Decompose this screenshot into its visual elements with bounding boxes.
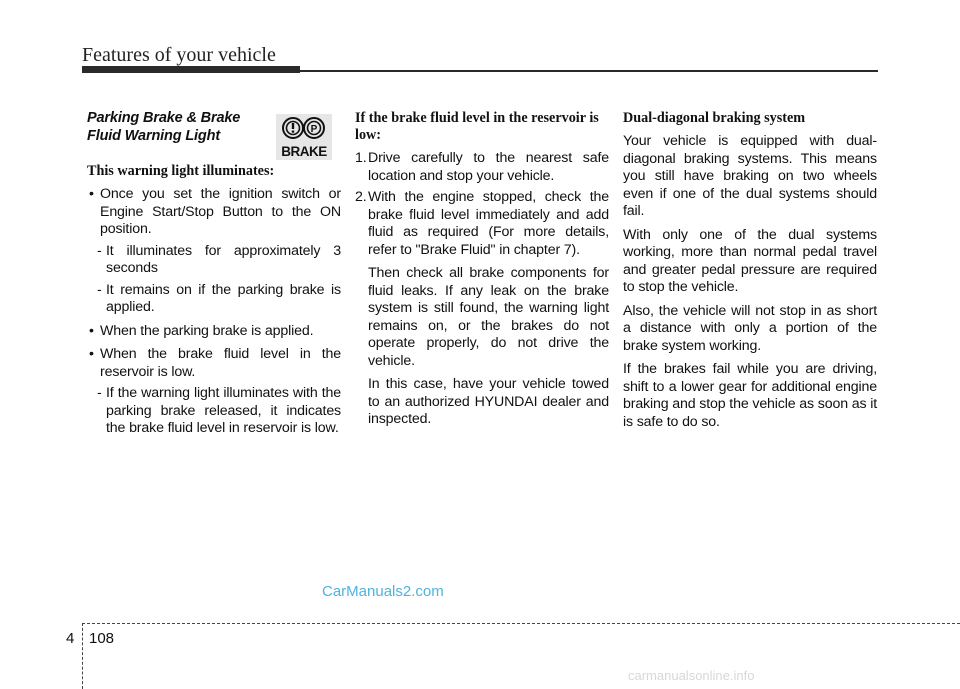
bullet-item bbox=[87, 323, 341, 341]
bullet-item bbox=[87, 186, 341, 239]
sub-text: It illuminates for approximately 3 seconds bbox=[106, 242, 341, 276]
sub-item bbox=[87, 385, 341, 438]
warning-subhead: This warning light illuminates: bbox=[87, 163, 275, 179]
dash: - bbox=[97, 385, 102, 401]
dash: - bbox=[97, 281, 102, 298]
paragraph: Your vehicle is equipped with dual-diagonal braking systems. This means you still have braking on two wheels even if one of the dual systems should fail. bbox=[623, 133, 877, 219]
header-bar bbox=[82, 66, 300, 73]
paragraph: If the brakes fail while you are driving, shift to a lower gear for additional engine braking and stop the vehicle as soon as it is safe to do so. bbox=[623, 361, 877, 430]
page-number: 108 bbox=[89, 630, 115, 647]
bullet-dot: • bbox=[89, 322, 94, 339]
column-middle bbox=[355, 110, 609, 429]
bullet-item bbox=[87, 346, 341, 381]
paragraph: With only one of the dual systems working, more than normal pedal travel and greater pedal pressure are required to stop the vehicle. bbox=[623, 226, 877, 295]
numbered-step bbox=[355, 150, 609, 185]
header-rule bbox=[300, 70, 878, 72]
svg-text:P: P bbox=[310, 124, 318, 135]
page-header-title: Features of your vehicle bbox=[82, 44, 276, 66]
parking-brake-warning-icon bbox=[276, 114, 332, 160]
step-text: Drive carefully to the nearest safe location and stop your vehicle. bbox=[368, 150, 609, 184]
bullet-text: When the brake fluid level in the reservoir is low. bbox=[100, 346, 341, 380]
braking-system-subhead: Dual-diagonal braking system bbox=[623, 110, 806, 126]
watermark-bottom: carmanualsonline.info bbox=[628, 668, 755, 683]
bullet-text: When the parking brake is applied. bbox=[100, 322, 314, 339]
paragraph: In this case, have your vehicle towed to an authorized HYUNDAI dealer and inspected. bbox=[368, 376, 609, 427]
low-fluid-subhead: If the brake fluid level in the reservoir is low: bbox=[355, 110, 599, 143]
numbered-step bbox=[355, 189, 609, 259]
sub-item bbox=[87, 282, 341, 317]
paragraph: Also, the vehicle will not stop in as short a distance with only a portion of the brake system working. bbox=[623, 302, 877, 354]
section-number: 4 bbox=[66, 630, 75, 647]
bullet-dot: • bbox=[89, 346, 94, 362]
step-number: 1. bbox=[355, 150, 367, 166]
brake-label: BRAKE bbox=[281, 144, 327, 159]
footer-rule bbox=[82, 623, 960, 624]
bullet-text: Once you set the ignition switch or Engine Start/Stop Button to the ON position. bbox=[100, 186, 341, 237]
step-text: With the engine stopped, check the brake fluid level immediately and add fluid as required (For more details, refer to "Brake Fluid" in chapter 7). bbox=[368, 189, 609, 258]
section-title: Parking Brake & Brake Fluid Warning Light bbox=[87, 110, 241, 144]
dash: - bbox=[97, 242, 102, 259]
paragraph: Then check all brake components for fluid leaks. If any leak on the brake system is still found, the warning light remains on, or the brakes do not operate properly, do not drive the vehicle. bbox=[368, 265, 609, 369]
watermark-link[interactable]: CarManuals2.com bbox=[322, 583, 444, 600]
bullet-dot: • bbox=[89, 186, 94, 202]
column-right bbox=[623, 110, 877, 431]
sub-text: It remains on if the parking brake is applied. bbox=[106, 281, 341, 315]
sub-item bbox=[87, 243, 341, 278]
footer-vertical-rule bbox=[82, 623, 83, 689]
step-number: 2. bbox=[355, 189, 367, 205]
sub-text: If the warning light illuminates with the parking brake released, it indicates the brake fluid level in reservoir is low. bbox=[106, 385, 341, 436]
